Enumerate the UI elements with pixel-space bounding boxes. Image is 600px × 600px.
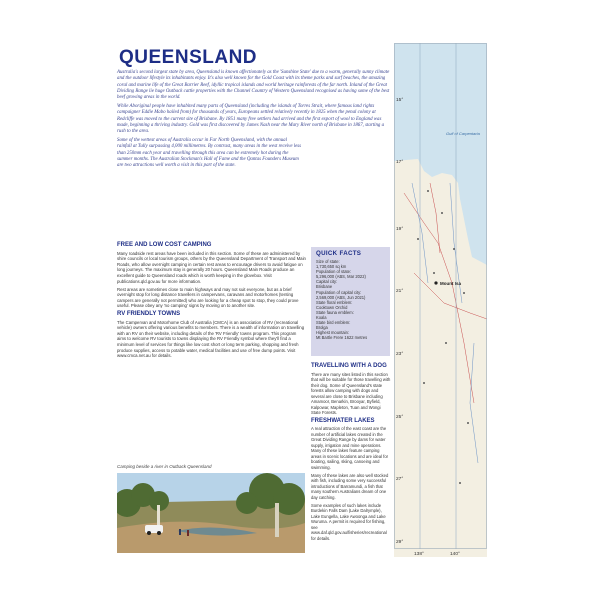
dog-travel-paragraph: There are many sites listed in this section that will be suitable for those travelling with their dog. Some of Queensland's state forests allow camping with dogs and several are close to Brisbane including Amamoor, Benarkin, Brooyar, Byfield, Kalpowar, Mapleton, Tuan and Wongi State Forests.: [311, 371, 391, 415]
quick-facts-box: [311, 247, 390, 356]
fact-value: 2,569,000 (ABS, Jun 2021): [316, 294, 366, 300]
gulf-label: Gulf of Carpentaria: [446, 131, 480, 136]
fact-label: State fauna emblem:: [316, 309, 354, 315]
fact-value: 1,730,650 sq km: [316, 264, 347, 270]
right-column: [311, 361, 391, 544]
latitude-label: 21°: [396, 289, 404, 294]
intro-paragraph-1: Australia's second largest state by area, Queensland is known affectionately as the 'Sunshine State' due to a warm, generally sunny climate and the outdoor lifestyle its inhabitants enjoy. It's also well known for the Gold Coast with its theme parks and surf beaches, the amazing coral and marine life of the Great Barrier Reef, idyllic tropical islands and world heritage rainforests of the far north. Inland of the Great Dividing Range lie huge Outback cattle properties with the Channel Country of Western Queensland recognised as having some of the best beef growing areas in the world.: [117, 70, 390, 101]
free-camping-paragraph-1: Many roadside rest areas have been included in this section. Some of these are administered by shire councils or local tourism groups, others by the Queensland Department of Transport and Main Roads, who allow overnight camping in certain rest areas to encourage drivers to avoid fatigue on long journeys. The maximum stay is generally 20 hours. Queensland Main Roads produce an excellent guide to Queensland roads which is worth keeping in the glovebox. Visit publications.qld.gov.au for more information.: [117, 250, 306, 284]
guide-page: [111, 43, 487, 557]
fact-label: Size of state:: [316, 259, 340, 264]
latitude-label: 17°: [396, 160, 404, 165]
latitude-label: 27°: [396, 477, 404, 482]
latitude-label: 15°: [396, 98, 404, 103]
longitude-label: 140°: [450, 552, 460, 557]
freshwater-paragraph-3: Some examples of such lakes include Burdekin Falls Dam (Lake Dalrymple), Lake Eungella, Lake Awoonga and Lake Wuruma. A permit is required for fishing, see www.daf.qld.gov.au/fisheries/recreational for details.: [311, 502, 387, 541]
freshwater-paragraph-2: Many of these lakes are also well stocked with fish, including some very successful introductions of Barramundi, a fish that many southern Australians dream of one day catching.: [311, 472, 389, 500]
fact-value: Cooktown Orchid: [316, 304, 348, 310]
free-camping-paragraph-2: Rest areas are sometimes close to main highways and may not suit everyone, but as a brief overnight stop for long distance travellers in campervans, caravans and motorhomes (tenting campers are generally not permitted) who are looking for a cheap spot to stop, they could prove useful. Please obey any 'no camping' signs by moving on to another site.: [117, 286, 299, 309]
intro-paragraph-3: Some of the wettest areas of Australia occur in Far North Queensland, with the annual rainfall at Tully surpassing 4,000 millimetres. By contrast, many areas in the west receive less than 250mm each year and travelling through this area can be extremely hot during the summer months. The Australian Stockman's Hall of Fame and the Qantas Founders Museum are two attractions well worth a visit in this part of the state.: [117, 137, 302, 169]
fact-value: Koala: [316, 315, 327, 321]
mount-isa-label: Mount Isa: [440, 281, 461, 286]
mount-isa-marker: [434, 281, 437, 284]
queensland-map: [394, 43, 487, 557]
fact-label: Population of state:: [316, 269, 352, 275]
latitude-label: 25°: [396, 415, 404, 420]
left-column: [117, 240, 306, 361]
latitude-label: 23°: [396, 352, 404, 357]
fact-value: Brisbane: [316, 284, 333, 290]
latitude-label: 29°: [396, 540, 404, 545]
fact-label: Highest mountain:: [316, 330, 349, 336]
fact-value: Brolga: [316, 325, 328, 331]
quick-facts-heading: QUICK FACTS: [316, 250, 362, 257]
rv-towns-heading: RV FRIENDLY TOWNS: [117, 311, 181, 318]
page-title: QUEENSLAND: [119, 47, 258, 68]
intro-text: [117, 70, 391, 172]
freshwater-heading: FRESHWATER LAKES: [311, 417, 375, 424]
campsite-photo: [117, 473, 305, 553]
intro-paragraph-2: While Aboriginal people have inhabited many parts of Queensland (including the islands of Torres Strait, where famous land rights campaigner Eddie Mabo hailed from) for thousands of years, Europeans settled relatively recently in 1825 when the penal colony at Redcliffe was moved to the current site of Brisbane. By 1851 many free settlers had arrived and the first export of wool to England was made, beginning a thriving industry. Gold was first discovered by James Nash near the Mary River north of Brisbane in 1867, starting a rush to the area.: [117, 103, 385, 135]
fact-label: Capital city:: [316, 279, 338, 285]
free-camping-heading: FREE AND LOW COST CAMPING: [117, 242, 212, 248]
fact-label: State bird emblem:: [316, 320, 351, 326]
dog-travel-heading: TRAVELLING WITH A DOG: [311, 363, 387, 369]
rv-towns-paragraph: The Campervan and Motorhome Club of Australia (CMCA) is an association of RV (recreational vehicle) owners offering various benefits to members. There is a wealth of information on travelling with an RV on their website, including details of the 'RV Friendly' towns program. This program aims to welcome RV tourists to towns displaying the RV Friendly symbol where they'll find a minimum level of services for things like low cost short or long term parking, shopping and fresh produce supplies, access to potable water, medical facilities and use of free dump points. Visit www.cmca.net.au for details.: [117, 319, 305, 359]
photo-caption: Camping beside a river in Outback Queensland: [117, 464, 212, 469]
freshwater-paragraph-1: A real attraction of the east coast are the number of artificial lakes created in the Great Dividing Range by dams for water supply, irrigation and mine operations. Many of these lakes feature camping areas in scenic locations and are ideal for boating, sailing, skiing, canoeing and swimming.: [311, 426, 389, 470]
fact-label: Population of capital city:: [316, 289, 362, 295]
fact-value: 5,296,000 (ABS, Mar 2022): [316, 274, 366, 280]
fact-value: Mt Bartle Frere 1622 metres: [316, 335, 368, 341]
longitude-label: 138°: [414, 552, 424, 557]
fact-label: State floral emblem:: [316, 299, 353, 305]
latitude-label: 19°: [396, 227, 404, 232]
